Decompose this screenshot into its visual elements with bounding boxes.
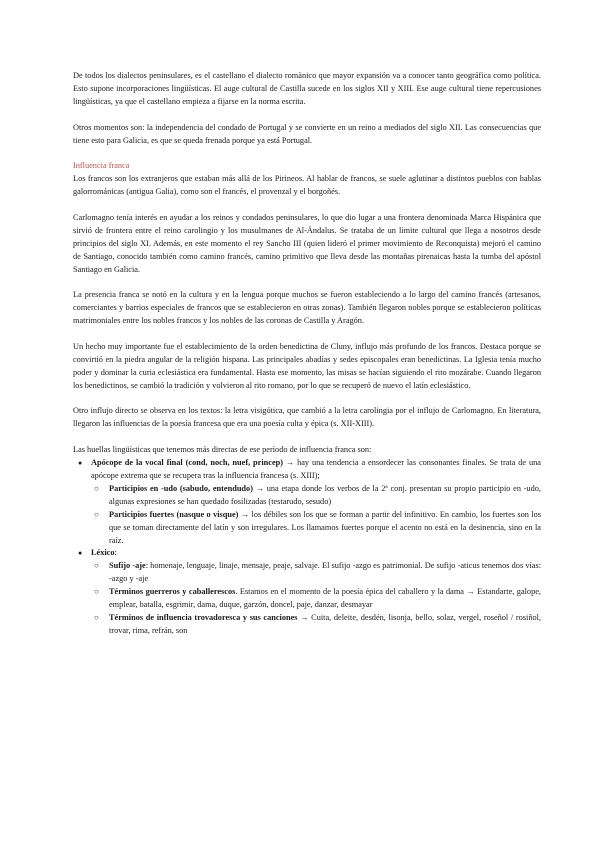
paragraph-cluny: Un hecho muy importante fue el establecimiento de la orden benedictina de Cluny, influjo más profundo de los francos. Destaca porque se convirtió en la piedra angular de la religión hispana. Las principales abadías y sedes episcopales eran benedictinas. La Iglesia tenía mucho poder y dominar la curia eclesiástica era fundamental. Hasta ese momento, las misas se hacían siguiendo el rito mozárabe. Cuando llegaron los benedictinos, se cambió la tradición y volvieron al rito romano, por lo que se recuperó de nuevo el latín eclesiástico. [73,341,541,390]
circle-bullet-icon: ○ [94,612,99,622]
sublist-lexico [91,560,541,637]
sublist-apocope [91,483,541,548]
list-item-text: → Cuita, deleite, desdén, lisonja, bello, solaz, vergel, roseñol / rosiñol, trovar, rima, refrán, son [109,612,541,635]
sublist-item-sufijo-aje [91,560,541,586]
list-item-title: Léxico [91,548,115,558]
list-item-title: Apócope de la vocal final (cond, noch, nuef, princep) [91,458,284,468]
paragraph-castellano-expansion: De todos los dialectos peninsulares, es el castellano el dialecto romànico que mayor expansión va a conocer tanto geográfica como política. Esto supone incorporaciones lingüísticas. El auge cultural de Castilla sucede en los siglos XII y XIII. Ese auge cultural tiene repercusiones lingüísticas, ya que el castellano empieza a fijarse en la norma escrita. [73,71,541,106]
list-item-text: → los débiles son los que se forman a partir del infinitivo. En cambio, los fuertes son los que se toman directamente del latín y son irregulares. Los llamamos fuertes porque el acento no está en la desinencia, sino en la raíz. [109,509,541,545]
list-item-title: Términos guerreros y caballerescos [109,587,236,597]
list-item-lexico [73,547,541,637]
list-item-title: Sufijo -aje [109,561,146,571]
list-item-text: : homenaje, lenguaje, linaje, mensaje, peaje, salvaje. El sufijo -azgo es patrimonial. De sufijo -aticus tenemos dos vías: -azgo y -aje [109,561,541,584]
list-item-colon: : [114,548,117,558]
paragraph-portugal: Otros momentos son: la independencia del condado de Portugal y se convierte en un reino a mediados del siglo XII. Las consecuencias que tiene esto para Galicia, es que se queda frenada porque ya está Portugal. [73,122,541,145]
circle-bullet-icon: ○ [94,587,99,597]
list-item-text: . Estamos en el momento de la poesía épica del caballero y la dama → Estandarte, galope, emplear, batalla, esgrimir, dama, duque, garzón, doncel, paje, danzar, desmayar [109,587,541,610]
document-body [73,70,541,638]
list-item-apocope [73,457,541,547]
list-item-title: Términos de influencia trovadoresca y sus canciones [109,612,298,622]
paragraph-huellas-intro: Las huellas lingüísticas que tenemos más directas de ese período de influencia franca son: [73,445,372,455]
bullet-icon: ● [78,549,83,558]
sublist-item-terminos-guerreros [91,586,541,612]
list-item-text: → hay una tendencia a ensordecer las consonantes finales. Se trata de una apócope extrema que se recupera tras la influencia francesa (s. XIII); [91,458,541,480]
sublist-item-participios-fuertes [91,509,541,548]
paragraph-letra-visigotica: Otro influjo directo se observa en los textos: la letra visigótica, que cambió a la letra carolingia por el influjo de Carlomagno. En literatura, llegaron las influencias de la poesía francesa que era una poesía culta y épica (s. XII-XIII). [73,406,541,429]
sublist-item-terminos-trovadorescos [91,612,541,638]
list-item-title: Participios fuertes (nasque o visque) [109,509,239,519]
list-item-text: → una etapa donde los verbos de la 2ª conj. presentan su propio participio en -udo, algunas expresiones se han quedado fosilizadas (testarudo, sesudo) [109,483,541,506]
circle-bullet-icon: ○ [94,509,99,519]
section-heading-influencia-franca: Influencia franca [73,161,130,171]
paragraph-presencia-franca: La presencia franca se notó en la cultura y en la lengua porque muchos se fueron estableciendo a lo largo del camino francés (artesanos, comerciantes y barrios especiales de francos que se establecieron en otras zonas). También llegaron nobles porque se establecieron políticas matrimoniales entre los nobles francos y los nobles de las coronas de Castilla y Aragón. [73,290,541,326]
bullet-icon: ● [78,459,83,468]
paragraph-francos: Los francos son los extranjeros que estaban más allá de los Pirineos. Al hablar de francos, se suele aglutinar a distintos pueblos con hablas galorrománicas (antigua Galia), como son el francés, el provenzal y el borgoñés. [73,174,541,197]
list-item-title: Participios en -udo (sabudo, entendudo) [109,483,253,493]
sublist-item-participios-udo [91,483,541,509]
paragraph-carlomagno: Carlomagno tenía interés en ayudar a los reinos y condados peninsulares, lo que dio lugar a una frontera denominada Marca Hispánica que sirvió de frontera entre el reino carolingio y los musulmanes de Al-Ándalus. Se trataba de un límite cultural que llega a nosotros desde principios del siglo XI. Además, en este momento el rey Sancho III (quien lideró el primer movimiento de Reconquista) mejoró el camino de Santiago, conocido también como camino francés, camino primitivo que lleva desde las montañas pirenaicas hasta la tumba del apóstol Santiago en Galicia. [73,212,541,274]
circle-bullet-icon: ○ [94,561,99,571]
circle-bullet-icon: ○ [94,483,99,493]
huellas-list [73,457,541,638]
